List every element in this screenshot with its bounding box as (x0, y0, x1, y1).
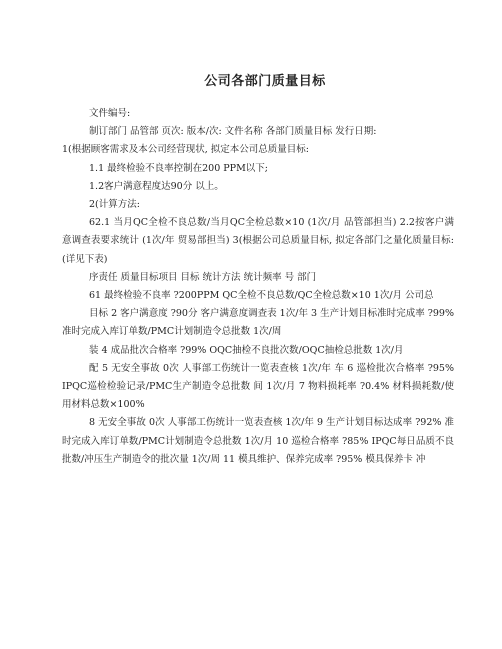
table-row-4: 装 4 成品批次合格率 ?99% OQC抽检不良批次数/OQC抽检总批数 1次/月 (89, 344, 404, 356)
section-2-heading: 2(计算方法: (89, 199, 140, 211)
file-number-line: 文件编号: (89, 108, 131, 119)
target-1-1: 1.1 最终检验不良率控制在200 PPM以下; (89, 162, 268, 174)
table-row-2-3: 目标 2 客户满意度 ?90分 客户满意度调查表 1次/年 3 生产计划目标准时完成率 ?99% 准时完成入库订单数/PMC计划制造令总批数 1次/周 (62, 308, 454, 338)
document-title: 公司各部门质量目标 (204, 74, 326, 89)
calculation-paragraph: 62.1 当月QC全检不良总数/当月QC全检总数×10 (1次/月 品管部担当) 2.2按客户满意调查表要求统计 (1次/年 贸易部担当) 3(根据公司总质量目标, 拟定各部门之量化质量目标:(详见下表) (62, 217, 454, 265)
table-row-8-11: 8 无安全事故 0次 人事部工伤统计一览表查核 1次/年 9 生产计划目标达成率 ?92% 准时完成入库订单数/PMC计划制造令总批数 1次/月 10 巡检合格率 ?85% IPQC每日品质不良批数/冲压生产制造令的批次量 1次/周 11 模具维护、保养完成率 ?95% 模具保养卡 冲 (62, 417, 454, 465)
document-body (62, 105, 454, 469)
target-1-2: 1.2客户满意程度达90分 以上。 (89, 180, 224, 192)
table-row-5-7: 配 5 无安全事故 0次 人事部工伤统计一览表查核 1次/年 车 6 巡检批次合格率 ?95% IPQC巡检检验记录/PMC生产制造令总批数 间 1次/月 7 物料损耗率 ?0.4% 材料损耗数/使用材料总数×100% (62, 362, 454, 411)
header-info-line: 制订部门 品管部 页次: 版本/次: 文件名称 各部门质量目标 发行日期: (89, 126, 377, 138)
table-row-1: 61 最终检验不良率 ?200PPM QC全检不良总数/QC全检总数×10 1次/月 公司总 (89, 290, 434, 302)
section-1-heading: 1(根据顾客需求及本公司经营现状, 拟定本公司总质量目标: (62, 144, 309, 156)
table-header-line: 序责任 质量目标项目 目标 统计方法 统计频率 号 部门 (89, 271, 317, 283)
